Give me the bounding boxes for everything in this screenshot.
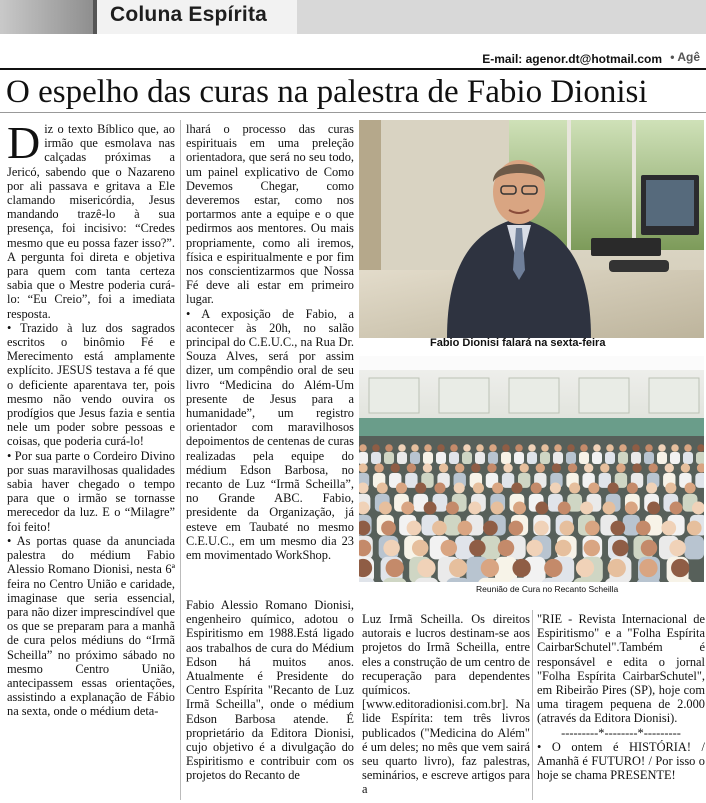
paragraph: • O ontem é HISTÓRIA! / Amanhã é FUTURO! / Por isso o hoje se chama PRESENTE! xyxy=(537,739,705,783)
crowd-person-head xyxy=(576,559,594,577)
headline-rule xyxy=(0,112,706,113)
crowd-person-head xyxy=(386,559,404,577)
paragraph: "RIE - Revista Internacional de Espiritismo" e a "Folha Espírita CairbarSchutel".Também é responsável e edita o jornal "Folha Espírita CairbarSchutel", em Ribeirão Pires (SP), hoje com uma tiragem pequena de 2.000 (através da Editora Dionisi). xyxy=(537,612,705,726)
crowd-person-head xyxy=(407,463,416,472)
crowd-person-head xyxy=(588,482,599,493)
crowd-person-head xyxy=(374,463,383,472)
crowd-person-head xyxy=(424,502,437,515)
column-divider xyxy=(532,610,533,800)
crowd-person-head xyxy=(385,444,393,452)
crowd-person-head xyxy=(473,482,484,493)
crowd-person-body xyxy=(449,452,459,464)
crowd-person-head xyxy=(411,444,419,452)
article-column-3 xyxy=(362,612,530,797)
crowd-person-head xyxy=(649,463,658,472)
crowd-person-head xyxy=(534,521,549,536)
crowd-person-head xyxy=(503,463,512,472)
crowd-person-head xyxy=(483,521,498,536)
crowd-person-head xyxy=(639,559,657,577)
crowd-person-head xyxy=(646,482,657,493)
crowd-person-head xyxy=(515,444,523,452)
paragraph: • As portas quase da anunciada palestra do médium Fabio Alessio Romano Dionisi, nesta 6ª feira no Centro União e caridade, imaginase que seria essencial, para não dizer imprescindível que os que se preparam para a manhã de cura pelos médiuns do “Irmã Scheilla” no próximo sábado no mesmo Centro União, antecipassem essas orientações, assistindo a explanação de Fábio na sexta, onde o médium deta- xyxy=(7,533,175,719)
crowd-person-head xyxy=(681,463,690,472)
crowd-person-head xyxy=(434,482,445,493)
crowd-person-head xyxy=(647,502,660,515)
crowd-person-head xyxy=(432,521,447,536)
crowd-person-head xyxy=(625,502,638,515)
crowd-person-body xyxy=(684,536,704,560)
crowd-person-head xyxy=(476,444,484,452)
crowd-person-body xyxy=(397,452,407,464)
crowd-person-body xyxy=(384,452,394,464)
crowd-person-head xyxy=(627,482,638,493)
crowd-person-head xyxy=(491,502,504,515)
crowd-person-head xyxy=(398,444,406,452)
crowd-person-body xyxy=(605,452,615,464)
crowd-person-body xyxy=(553,452,563,464)
crowd-person-head xyxy=(632,463,641,472)
crowd-person-head xyxy=(423,463,432,472)
column-divider xyxy=(180,120,181,800)
crowd-person-head xyxy=(568,463,577,472)
photo-healing-meeting xyxy=(359,356,704,582)
crowd-person-head xyxy=(487,463,496,472)
crowd-person-body xyxy=(566,452,576,464)
crowd-person-head xyxy=(446,502,459,515)
paragraph-lead xyxy=(7,117,175,321)
crowd-person-body xyxy=(644,452,654,464)
crowd-person-head xyxy=(377,482,388,493)
crowd-person-head xyxy=(381,521,396,536)
crowd-person-head xyxy=(584,540,601,557)
crowd-person-head xyxy=(558,502,571,515)
crowd-person-head xyxy=(608,559,626,577)
crowd-person-head xyxy=(463,444,471,452)
crowd-person-head xyxy=(661,521,676,536)
crowd-person-body xyxy=(527,452,537,464)
crowd-person-head xyxy=(383,540,400,557)
paragraph: lhará o processo das curas espirituais em uma preleção orientadora, que será no seu todo, um painel explicativo de Como Devemos Chegar, como deveremos estar, como nos portarmos ante a equipe e o que pedirmos aos mentores. Ou mais propriamente, como ali iremos, física e espiritualmente e por fim nos conscientizarmos que Nossa Fé deve ali estar em primeiro lugar. xyxy=(186,122,354,307)
crowd-person-head xyxy=(498,540,515,557)
crowd-person-head xyxy=(619,444,627,452)
paragraph: Fabio Alessio Romano Dionisi, engenheiro químico, adotou o Espiritismo em 1988.Está ligado aos trabalhos de cura do Médium Edson há muitos anos. Atualmente é Presidente do Centro Espírita "Recanto de Luz Irmã Scheilla", onde o médium Edson Barbosa atende. É proprietário da Editora Dionisi, cujo objetivo é a divulgação do Espiritismo e contribuir com os projetos do Recanto de xyxy=(186,598,354,783)
crowd-person-head xyxy=(359,444,367,452)
crowd-person-head xyxy=(669,540,686,557)
crowd-person-body xyxy=(579,452,589,464)
crowd-person-head xyxy=(610,521,625,536)
section-title: Coluna Espírita xyxy=(110,3,268,26)
crowd-person-head xyxy=(685,482,696,493)
crowd-person-head xyxy=(569,482,580,493)
crowd-person-head xyxy=(471,463,480,472)
crowd-person-body xyxy=(405,473,417,488)
crowd-person-body xyxy=(475,452,485,464)
crowd-person-head xyxy=(379,502,392,515)
header-shade xyxy=(0,0,100,34)
crowd-person-head xyxy=(603,502,616,515)
crowd-person-head xyxy=(559,521,574,536)
crowd-person-head xyxy=(554,444,562,452)
crowd-person-head xyxy=(641,540,658,557)
crowd-person-head xyxy=(606,444,614,452)
crowd-person-head xyxy=(391,463,400,472)
crowd-person-body xyxy=(488,452,498,464)
crowd-person-head xyxy=(584,463,593,472)
crowd-person-body xyxy=(670,452,680,464)
crowd-person-head xyxy=(468,502,481,515)
crowd-person-head xyxy=(658,444,666,452)
author-email: E-mail: agenor.dt@hotmail.com xyxy=(482,52,662,66)
crowd-person-head xyxy=(528,444,536,452)
crowd-person-head xyxy=(665,463,674,472)
crowd-person-head xyxy=(372,444,380,452)
crowd-person-body xyxy=(696,452,704,464)
crowd-person-body xyxy=(592,452,602,464)
crowd-person-head xyxy=(441,540,458,557)
crowd-person-head xyxy=(531,482,542,493)
crowd-person-head xyxy=(567,444,575,452)
crowd-person-head xyxy=(396,482,407,493)
crowd-person-head xyxy=(439,463,448,472)
lead-text: iz o texto Bíblico que, ao irmão que esmolava nas calçadas próximas a Jericó, sabendo que o Nazareno por ali passava e gritava a Ele clamando misericórdia, Jesus mandando trazê-lo à sua presença, foi incisivo: “Credes mesmo que eu possa fazer isso?”. A pergunta foi direta e objetiva para quem com tanta certeza sabia que o Mestre poderia curá-lo: “Eu Creio”, foi a imediata resposta. xyxy=(7,122,175,321)
crowd-person-head xyxy=(580,444,588,452)
photo-caption-bottom: Reunião de Cura no Recanto Scheilla xyxy=(476,584,619,594)
crowd-person-head xyxy=(585,521,600,536)
crowd-person-body xyxy=(631,452,641,464)
crowd-person-head xyxy=(687,521,702,536)
crowd-person-head xyxy=(401,502,414,515)
crowd-person-head xyxy=(593,444,601,452)
photo-speaker-image xyxy=(359,120,704,338)
crowd-person-head xyxy=(450,444,458,452)
article-headline: O espelho das curas na palestra de Fabio Dionisi xyxy=(6,74,648,110)
crowd-person-head xyxy=(502,444,510,452)
crowd-person-head xyxy=(492,482,503,493)
crowd-person-head xyxy=(415,482,426,493)
paragraph: • Por sua parte o Cordeiro Divino por suas maravilhosas qualidades sabia haver chegado o tempo para que o irmão se tornasse merecedor da luz. E o “Milagre” foi feito! xyxy=(7,448,175,534)
crowd-person-head xyxy=(671,444,679,452)
crowd-person-head xyxy=(670,502,683,515)
crowd-person-head xyxy=(550,482,561,493)
photo-speaker xyxy=(359,120,704,338)
crowd-person-head xyxy=(526,540,543,557)
crowd-person-head xyxy=(455,463,464,472)
crowd-person-head xyxy=(512,559,530,577)
crowd-person-head xyxy=(608,482,619,493)
article-column-4 xyxy=(537,612,705,782)
crowd-person-head xyxy=(520,463,529,472)
article-column-1 xyxy=(7,117,175,719)
article-column-2-continued xyxy=(186,598,354,783)
crowd-person-head xyxy=(612,540,629,557)
crowd-person-head xyxy=(509,521,524,536)
crowd-person-head xyxy=(449,559,467,577)
crowd-person-body xyxy=(514,452,524,464)
crowd-person-head xyxy=(552,463,561,472)
crowd-person-body xyxy=(436,452,446,464)
crowd-person-head xyxy=(412,540,429,557)
paragraph: Luz Irmã Scheilla. Os direitos autorais e lucros destinam-se aos projetos do Irmã Scheilla, entre eles a construção de um centro de recuperação para dependentes químicos. [www.editoradionisi.com.br]. Na lide Espírita: tem três livros publicados ("Medicina do Além" é um deles; no mês que vem sairá seu quarto livro), faz palestras, seminários, e escreve artigos para a xyxy=(362,612,530,797)
crowd-person-head xyxy=(645,444,653,452)
crowd-person-head xyxy=(671,559,689,577)
crowd-person-body xyxy=(462,452,472,464)
crowd-person-body xyxy=(695,473,704,488)
header-rule xyxy=(0,68,706,70)
crowd-person-head xyxy=(513,502,526,515)
separator-line: ---------*--------*--------- xyxy=(561,725,681,740)
crowd-person-body xyxy=(423,452,433,464)
crowd-person-head xyxy=(636,521,651,536)
crowd-person-body xyxy=(618,452,628,464)
crowd-person-head xyxy=(424,444,432,452)
crowd-person-head xyxy=(555,540,572,557)
crowd-person-head xyxy=(407,521,422,536)
author-name: • Agê xyxy=(670,50,700,64)
crowd-person-head xyxy=(469,540,486,557)
crowd-person-head xyxy=(458,521,473,536)
crowd-person-head xyxy=(536,463,545,472)
section-header xyxy=(0,0,706,34)
crowd-person-head xyxy=(632,444,640,452)
crowd-person-body xyxy=(501,452,511,464)
crowd-person-head xyxy=(580,502,593,515)
crowd-person-head xyxy=(481,559,499,577)
crowd-person-head xyxy=(437,444,445,452)
crowd-person-head xyxy=(511,482,522,493)
crowd-person-body xyxy=(359,452,368,464)
crowd-person-head xyxy=(417,559,435,577)
crowd-person-head xyxy=(684,444,692,452)
crowd-person-head xyxy=(665,482,676,493)
drop-cap: D xyxy=(7,117,41,168)
paragraph: • Trazido à luz dos sagrados escritos o binômio Fé e Merecimento está amplamente explícito. JESUS testava a fé que o deficiente aparentava ter, pois mesmo não vendo ouvira os prodígios que Jesus fazia e sentia nele um poder sobre pessoas e coisas, que poderia curá-lo! xyxy=(7,320,175,449)
crowd-person-head xyxy=(616,463,625,472)
article-column-2 xyxy=(186,122,354,562)
crowd-person-body xyxy=(683,452,693,464)
crowd-person-body xyxy=(540,452,550,464)
crowd-person-head xyxy=(544,559,562,577)
crowd-person-head xyxy=(600,463,609,472)
crowd-person-head xyxy=(541,444,549,452)
photo-caption-top: Fabio Dionisi falará na sexta-feira xyxy=(430,337,606,349)
crowd-person-body xyxy=(410,452,420,464)
crowd-person-body xyxy=(657,452,667,464)
photo-crowd-image xyxy=(359,356,704,582)
paragraph: • A exposição de Fabio, a acontecer às 20h, no salão principal do C.E.U.C., na Rua Dr. Souza Alves, será por assim dizer, um compêndio oral de seu livro “Medicina do Além-Um presente de Jesus para a humanidade”, um registro orientador com maravilhosos depoimentos de centenas de curas realizadas pela equipe do médium Edson Barbosa, no recanto de Luz “Irmã Scheilla”, no Grande ABC. Fabio, presidente da Organização, já esteve em Taubaté no mesmo C.E.U.C., em um mesmo dia 23 em movimentado WorkShop. xyxy=(186,306,354,563)
crowd-person-head xyxy=(535,502,548,515)
crowd-person-body xyxy=(371,452,381,464)
crowd-person-head xyxy=(489,444,497,452)
crowd-person-head xyxy=(454,482,465,493)
